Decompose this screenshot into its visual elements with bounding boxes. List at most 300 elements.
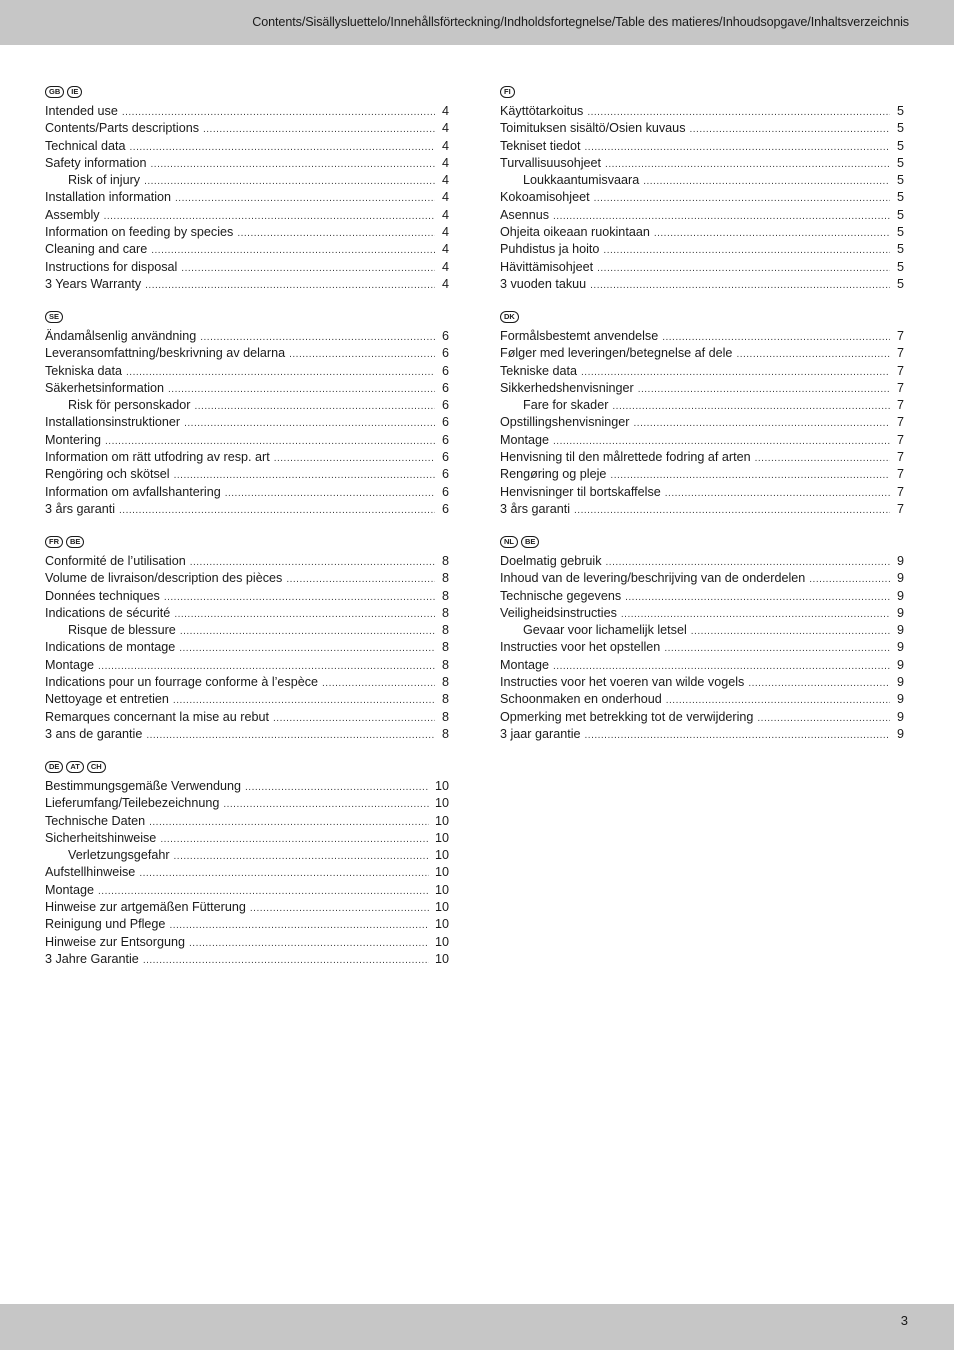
toc-entry[interactable] — [500, 363, 904, 380]
toc-entry[interactable] — [45, 138, 449, 155]
toc-entry[interactable] — [45, 120, 449, 137]
toc-entry-page: 4 — [441, 276, 449, 291]
toc-entry-title: Turvallisuusohjeet — [500, 155, 602, 170]
toc-entry[interactable] — [45, 207, 449, 224]
dot-leader — [625, 589, 890, 606]
toc-entry[interactable] — [45, 778, 449, 795]
toc-entry-title: Montage — [45, 657, 95, 672]
toc-entry[interactable] — [45, 172, 449, 189]
toc-entry-page: 7 — [896, 329, 904, 343]
toc-entry-title: Fare for skader — [523, 398, 609, 413]
toc-entry-page: 9 — [896, 640, 904, 655]
toc-entry-page: 9 — [896, 571, 904, 586]
dot-leader — [634, 415, 890, 432]
toc-entry-page: 10 — [434, 796, 449, 811]
toc-entry-title: Montering — [45, 432, 102, 447]
toc-section — [45, 309, 449, 518]
dot-leader — [621, 606, 890, 623]
toc-entry-page: 8 — [441, 692, 449, 707]
toc-entry-page: 8 — [441, 657, 449, 672]
toc-entry[interactable] — [500, 259, 904, 276]
toc-entry-page: 10 — [434, 830, 449, 845]
toc-entry-page: 9 — [896, 623, 904, 638]
dot-leader — [180, 623, 435, 640]
dot-leader — [654, 225, 890, 242]
toc-entry-page: 10 — [434, 882, 449, 897]
toc-entry-page: 5 — [896, 225, 904, 240]
dot-leader — [168, 381, 435, 398]
dot-leader — [139, 865, 429, 882]
toc-entry-title: Toimituksen sisältö/Osien kuvaus — [500, 121, 686, 136]
toc-entry-page: 5 — [896, 190, 904, 205]
toc-entry[interactable] — [45, 553, 449, 570]
toc-entry-title: Formålsbestemt anvendelse — [500, 329, 659, 343]
toc-entry-page: 4 — [441, 225, 449, 240]
dot-leader — [174, 848, 429, 865]
dot-leader — [189, 935, 429, 952]
toc-entry[interactable] — [500, 138, 904, 155]
toc-entry[interactable] — [500, 501, 904, 518]
toc-entry-title: Risk för personskador — [68, 398, 191, 413]
dot-leader — [200, 329, 435, 346]
toc-entry-page: 6 — [441, 329, 449, 343]
toc-entry-title: Contents/Parts descriptions — [45, 121, 199, 136]
dot-leader — [286, 571, 435, 588]
toc-entry[interactable] — [45, 449, 449, 466]
toc-entry-title: Veiligheidsinstructies — [500, 605, 617, 620]
dot-leader — [553, 208, 890, 225]
dot-leader — [690, 121, 891, 138]
toc-entry[interactable] — [500, 466, 904, 483]
toc-entry[interactable] — [45, 709, 449, 726]
toc-entry-page: 8 — [441, 709, 449, 724]
country-badge-icon: AT — [66, 761, 83, 773]
toc-entry-page: 5 — [896, 242, 904, 257]
toc-entry[interactable] — [500, 380, 904, 397]
toc-entry[interactable] — [500, 484, 904, 501]
toc-entry-title: 3 Jahre Garantie — [45, 951, 139, 966]
toc-entry[interactable] — [45, 466, 449, 483]
toc-entry-page: 8 — [441, 726, 449, 741]
toc-entry-page: 6 — [441, 501, 449, 516]
dot-leader — [126, 364, 435, 381]
toc-section — [45, 759, 449, 968]
toc-entry-page: 9 — [896, 726, 904, 741]
toc-entry-page: 6 — [441, 346, 449, 361]
toc-entry-page: 6 — [441, 363, 449, 378]
dot-leader — [605, 156, 890, 173]
country-badge-icon: FI — [500, 86, 515, 98]
toc-entry[interactable] — [500, 345, 904, 362]
toc-entry[interactable] — [500, 103, 904, 120]
country-badges — [500, 84, 904, 100]
dot-leader — [574, 502, 890, 519]
toc-entry[interactable] — [45, 657, 449, 674]
toc-entry-title: Ohjeita oikeaan ruokintaan — [500, 225, 650, 240]
toc-entry[interactable] — [45, 622, 449, 639]
dot-leader — [597, 260, 890, 277]
toc-entry-title: Kokoamisohjeet — [500, 190, 590, 205]
toc-entry-title: Indications de montage — [45, 640, 176, 655]
toc-section — [45, 534, 449, 743]
toc-entry-page: 4 — [441, 173, 449, 188]
toc-entry-title: Volume de livraison/description des pièces — [45, 571, 283, 586]
dot-leader — [98, 883, 429, 900]
toc-entry-page: 4 — [441, 121, 449, 136]
toc-entry[interactable] — [500, 328, 904, 345]
toc-entry[interactable] — [500, 657, 904, 674]
dot-leader — [666, 692, 890, 709]
toc-entry-page: 9 — [896, 657, 904, 672]
dot-leader — [195, 398, 436, 415]
toc-entry-title: Intended use — [45, 104, 118, 118]
country-badge-icon: FR — [45, 536, 63, 548]
country-badge-icon: SE — [45, 311, 63, 323]
toc-entry[interactable] — [500, 726, 904, 743]
dot-leader — [643, 173, 890, 190]
dot-leader — [603, 242, 890, 259]
toc-entry-page: 4 — [441, 207, 449, 222]
dot-leader — [104, 208, 435, 225]
toc-entry[interactable] — [45, 484, 449, 501]
toc-entry[interactable] — [45, 155, 449, 172]
country-badges — [500, 534, 904, 550]
dot-leader — [119, 502, 435, 519]
toc-entry[interactable] — [500, 674, 904, 691]
toc-entry-title: Safety information — [45, 155, 147, 170]
toc-entry-title: Tekniska data — [45, 363, 123, 378]
dot-leader — [225, 485, 435, 502]
toc-entry-page: 5 — [896, 259, 904, 274]
toc-entry-page: 10 — [434, 934, 449, 949]
toc-entry[interactable] — [45, 241, 449, 258]
toc-entry[interactable] — [500, 172, 904, 189]
toc-entry-title: Hävittämisohjeet — [500, 259, 594, 274]
toc-entry[interactable] — [500, 120, 904, 137]
dot-leader — [173, 692, 435, 709]
dot-leader — [144, 173, 435, 190]
toc-entry-title: Hinweise zur artgemäßen Fütterung — [45, 900, 246, 915]
toc-entry[interactable] — [500, 414, 904, 431]
toc-entry-title: 3 års garanti — [500, 501, 571, 516]
toc-entry-page: 7 — [896, 501, 904, 516]
country-badge-icon: DK — [500, 311, 519, 323]
toc-entry-title: Puhdistus ja hoito — [500, 242, 600, 257]
toc-entry-page: 8 — [441, 640, 449, 655]
dot-leader — [190, 554, 435, 571]
toc-entry[interactable] — [45, 951, 449, 968]
toc-entry[interactable] — [45, 363, 449, 380]
toc-entry-title: Nettoyage et entretien — [45, 692, 169, 707]
dot-leader — [757, 710, 890, 727]
toc-entry[interactable] — [45, 795, 449, 812]
dot-leader — [748, 675, 890, 692]
toc-entry-page: 4 — [441, 104, 449, 118]
dot-leader — [122, 104, 435, 121]
toc-entry-page: 9 — [896, 692, 904, 707]
dot-leader — [610, 467, 890, 484]
toc-entry[interactable] — [500, 432, 904, 449]
dot-leader — [174, 467, 435, 484]
toc-entry-title: Doelmatig gebruik — [500, 554, 602, 568]
toc-entry-title: Sikkerhedshenvisninger — [500, 380, 634, 395]
toc-entry-title: Instructions for disposal — [45, 259, 178, 274]
country-badges — [45, 309, 449, 325]
dot-leader — [587, 104, 890, 121]
toc-entry-title: Risque de blessure — [68, 623, 176, 638]
toc-entry[interactable] — [45, 224, 449, 241]
toc-entry[interactable] — [45, 726, 449, 743]
dot-leader — [585, 139, 890, 156]
toc-entry-page: 6 — [441, 450, 449, 465]
toc-entry[interactable] — [45, 691, 449, 708]
dot-leader — [274, 450, 435, 467]
toc-entry[interactable] — [45, 432, 449, 449]
toc-entry[interactable] — [500, 189, 904, 206]
toc-entry[interactable] — [45, 639, 449, 656]
toc-entry[interactable] — [45, 397, 449, 414]
toc-entry-title: Information om rätt utfodring av resp. art — [45, 450, 270, 465]
toc-entry[interactable] — [500, 691, 904, 708]
toc-entry[interactable] — [45, 916, 449, 933]
toc-entry[interactable] — [45, 934, 449, 951]
dot-leader — [164, 589, 435, 606]
toc-entry[interactable] — [500, 553, 904, 570]
toc-entry-title: Assembly — [45, 207, 100, 222]
dot-leader — [151, 156, 435, 173]
dot-leader — [590, 277, 890, 294]
toc-entry-page: 9 — [896, 675, 904, 690]
toc-entry-title: Aufstellhinweise — [45, 865, 136, 880]
dot-leader — [289, 346, 435, 363]
toc-entry-page: 7 — [896, 398, 904, 413]
toc-entry-title: Hinweise zur Entsorgung — [45, 934, 186, 949]
toc-entry-page: 5 — [896, 276, 904, 291]
toc-entry-page: 7 — [896, 380, 904, 395]
toc-section — [500, 534, 904, 743]
toc-entry-title: Loukkaantumisvaara — [523, 173, 640, 188]
dot-leader — [638, 381, 890, 398]
country-badge-icon: BE — [66, 536, 84, 548]
toc-entry[interactable] — [45, 328, 449, 345]
toc-entry-title: Technical data — [45, 138, 126, 153]
toc-entry-title: Installationsinstruktioner — [45, 415, 181, 430]
toc-entry[interactable] — [45, 899, 449, 916]
toc-entry[interactable] — [500, 241, 904, 258]
toc-entry-page: 7 — [896, 363, 904, 378]
country-badge-icon: IE — [67, 86, 82, 98]
toc-entry-page: 8 — [441, 605, 449, 620]
toc-entry[interactable] — [45, 276, 449, 293]
dot-leader — [105, 433, 435, 450]
toc-entry-page: 10 — [434, 900, 449, 915]
toc-entry-title: Lieferumfang/Teilebezeichnung — [45, 796, 220, 811]
dot-leader — [662, 329, 890, 346]
toc-entry-page: 8 — [441, 571, 449, 586]
toc-entry-page: 7 — [896, 346, 904, 361]
toc-entry-page: 7 — [896, 467, 904, 482]
dot-leader — [169, 917, 429, 934]
toc-entry-title: Indications pour un fourrage conforme à l’espèce — [45, 675, 319, 690]
dot-leader — [585, 727, 890, 744]
toc-entry[interactable] — [45, 501, 449, 518]
toc-entry[interactable] — [500, 622, 904, 639]
dot-leader — [809, 571, 890, 588]
country-badge-icon: GB — [45, 86, 64, 98]
toc-entry[interactable] — [500, 639, 904, 656]
toc-entry[interactable] — [500, 224, 904, 241]
toc-entry-page: 5 — [896, 173, 904, 188]
toc-entry-page: 9 — [896, 605, 904, 620]
toc-entry-title: Ändamålsenlig användning — [45, 329, 197, 343]
dot-leader — [594, 190, 890, 207]
toc-entry[interactable] — [45, 103, 449, 120]
dot-leader — [606, 554, 890, 571]
dot-leader — [223, 796, 429, 813]
dot-leader — [151, 242, 435, 259]
toc-entry[interactable] — [500, 276, 904, 293]
toc-entry-title: Indications de sécurité — [45, 605, 171, 620]
toc-entry[interactable] — [45, 414, 449, 431]
toc-entry[interactable] — [45, 345, 449, 362]
toc-entry-title: Tekniske data — [500, 363, 578, 378]
toc-entry-page: 9 — [896, 554, 904, 568]
toc-entry-title: Conformité de l’utilisation — [45, 554, 186, 568]
toc-entry[interactable] — [45, 259, 449, 276]
toc-section — [45, 84, 449, 293]
toc-entry-title: Remarques concernant la mise au rebut — [45, 709, 270, 724]
toc-entry-title: Installation information — [45, 190, 172, 205]
dot-leader — [553, 658, 890, 675]
toc-entry[interactable] — [500, 588, 904, 605]
toc-entry[interactable] — [500, 207, 904, 224]
toc-entry-title: 3 jaar garantie — [500, 726, 581, 741]
toc-entry[interactable] — [45, 189, 449, 206]
toc-entry-title: Montage — [45, 882, 95, 897]
toc-entry-page: 6 — [441, 484, 449, 499]
toc-entry-title: Opmerking met betrekking tot de verwijdering — [500, 709, 754, 724]
dot-leader — [184, 415, 435, 432]
toc-entry-page: 5 — [896, 155, 904, 170]
toc-entry-title: Säkerhetsinformation — [45, 380, 165, 395]
toc-entry-title: Reinigung und Pflege — [45, 917, 166, 932]
dot-leader — [664, 640, 890, 657]
toc-entry-title: Schoonmaken en onderhoud — [500, 692, 662, 707]
toc-entry[interactable] — [500, 570, 904, 587]
toc-entry[interactable] — [45, 864, 449, 881]
toc-section — [500, 309, 904, 518]
toc-entry-title: Montage — [500, 657, 550, 672]
dot-leader — [755, 450, 890, 467]
toc-entry-page: 7 — [896, 432, 904, 447]
toc-entry-title: Instructies voor het opstellen — [500, 640, 661, 655]
toc-entry-page: 10 — [434, 951, 449, 966]
toc-entry[interactable] — [45, 380, 449, 397]
toc-entry-title: 3 ans de garantie — [45, 726, 143, 741]
toc-entry-page: 4 — [441, 138, 449, 153]
toc-entry-title: Information on feeding by species — [45, 225, 234, 240]
country-badges — [500, 309, 904, 325]
toc-entry-page: 8 — [441, 554, 449, 568]
dot-leader — [149, 814, 429, 831]
toc-entry-title: Henvisning til den målrettede fodring af arten — [500, 450, 751, 465]
toc-entry[interactable] — [500, 709, 904, 726]
dot-leader — [181, 260, 435, 277]
toc-entry[interactable] — [45, 605, 449, 622]
toc-entry-page: 4 — [441, 190, 449, 205]
toc-entry-title: Gevaar voor lichamelijk letsel — [523, 623, 687, 638]
toc-entry-title: Inhoud van de levering/beschrijving van de onderdelen — [500, 571, 806, 586]
toc-entry-title: Risk of injury — [68, 173, 141, 188]
toc-entry[interactable] — [45, 588, 449, 605]
toc-entry[interactable] — [45, 570, 449, 587]
dot-leader — [146, 727, 435, 744]
toc-entry[interactable] — [45, 882, 449, 899]
header-bar — [0, 0, 954, 45]
toc-entry-title: Technische gegevens — [500, 588, 622, 603]
dot-leader — [98, 658, 435, 675]
toc-entry[interactable] — [45, 674, 449, 691]
country-badges — [45, 84, 449, 100]
toc-entry[interactable] — [45, 830, 449, 847]
toc-entry-page: 10 — [434, 865, 449, 880]
country-badges — [45, 534, 449, 550]
toc-entry-title: Bestimmungsgemäße Verwendung — [45, 779, 242, 793]
country-badge-icon: BE — [521, 536, 539, 548]
toc-entry-page: 7 — [896, 484, 904, 499]
toc-entry-page: 7 — [896, 450, 904, 465]
toc-entry-page: 5 — [896, 121, 904, 136]
dot-leader — [175, 190, 435, 207]
toc-entry-title: Følger med leveringen/betegnelse af dele — [500, 346, 733, 361]
page-number: 3 — [900, 1313, 908, 1328]
toc-entry-page: 5 — [896, 207, 904, 222]
toc-entry-title: Käyttötarkoitus — [500, 104, 584, 118]
toc-entry-title: Leveransomfattning/beskrivning av delarna — [45, 346, 286, 361]
toc-entry-page: 10 — [434, 813, 449, 828]
toc-entry-page: 6 — [441, 415, 449, 430]
dot-leader — [691, 623, 890, 640]
toc-entry[interactable] — [500, 605, 904, 622]
toc-entry-title: 3 års garanti — [45, 501, 116, 516]
dot-leader — [143, 952, 429, 969]
toc-entry-page: 10 — [434, 848, 449, 863]
dot-leader — [736, 346, 890, 363]
toc-entry-page: 6 — [441, 432, 449, 447]
toc-entry-page: 5 — [896, 138, 904, 153]
dot-leader — [203, 121, 435, 138]
toc-entry-title: Verletzungsgefahr — [68, 848, 170, 863]
toc-entry[interactable] — [45, 847, 449, 864]
toc-entry-title: Données techniques — [45, 588, 160, 603]
dot-leader — [612, 398, 890, 415]
dot-leader — [245, 779, 429, 796]
country-badge-icon: CH — [87, 761, 106, 773]
toc-entry[interactable] — [500, 449, 904, 466]
dot-leader — [250, 900, 429, 917]
toc-entry-title: Sicherheitshinweise — [45, 830, 157, 845]
toc-entry-page: 10 — [434, 779, 449, 793]
footer-bar — [0, 1304, 954, 1350]
toc-entry[interactable] — [500, 155, 904, 172]
toc-entry-title: Rengøring og pleje — [500, 467, 607, 482]
country-badge-icon: NL — [500, 536, 518, 548]
country-badge-icon: DE — [45, 761, 63, 773]
toc-entry[interactable] — [45, 813, 449, 830]
toc-entry[interactable] — [500, 397, 904, 414]
toc-entry-title: Asennus — [500, 207, 550, 222]
toc-entry-title: Opstillingshenvisninger — [500, 415, 630, 430]
